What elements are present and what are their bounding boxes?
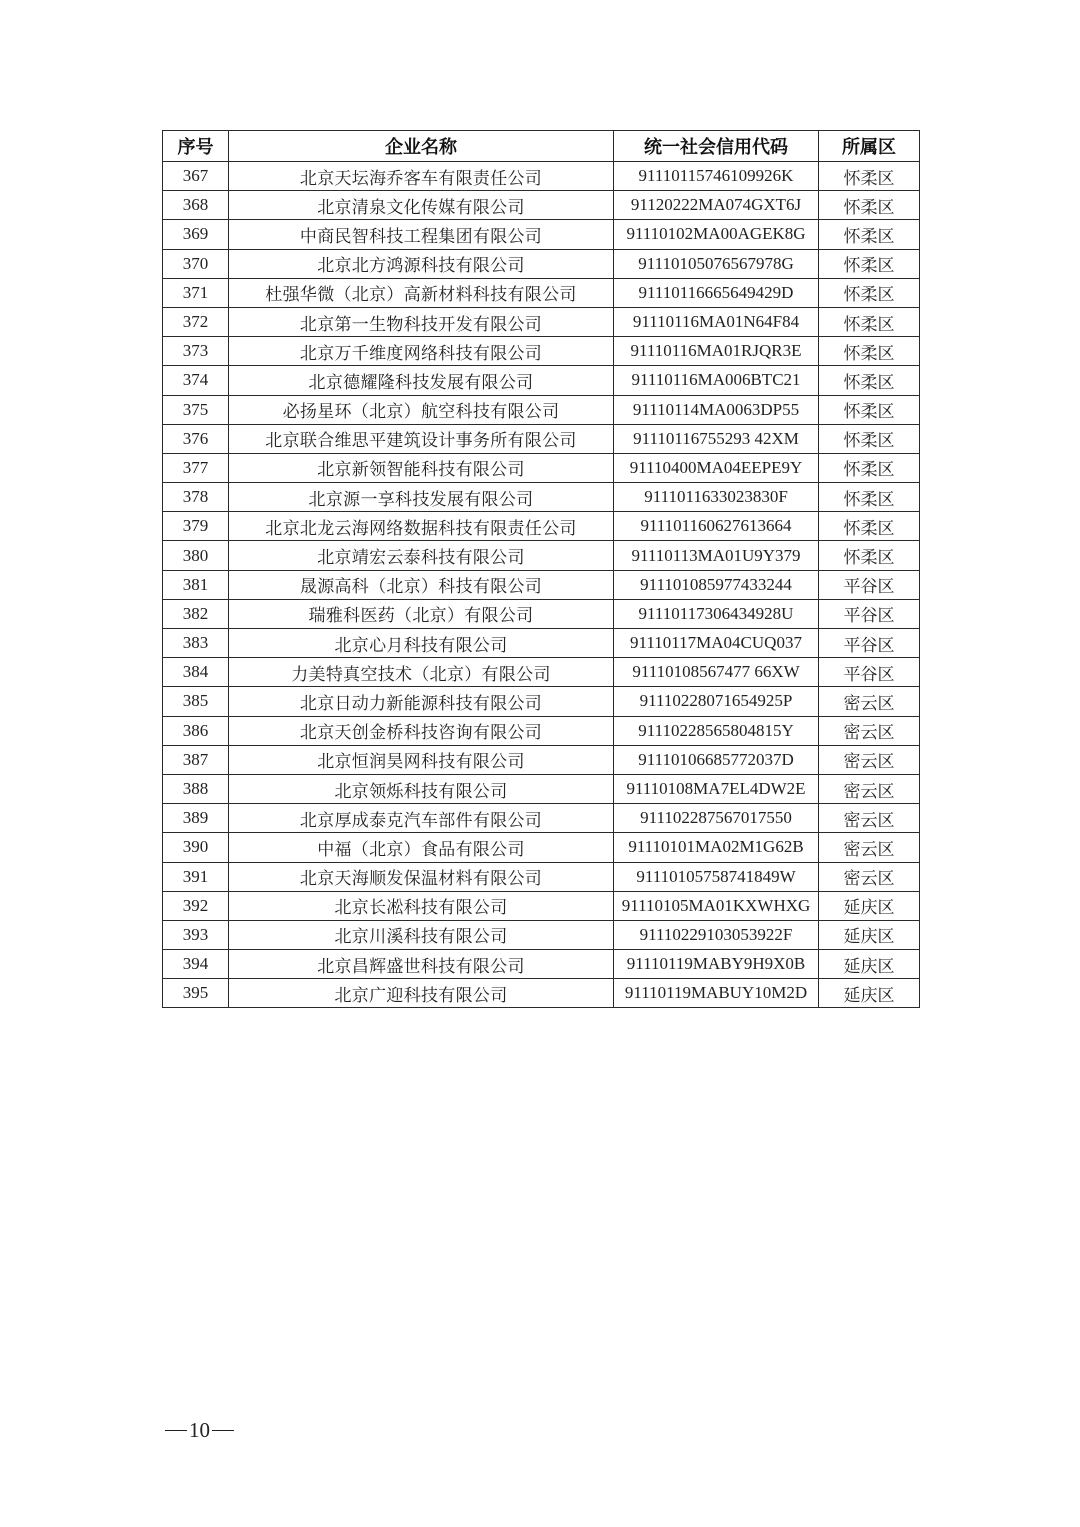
cell-credit-code: 91110114MA0063DP55 [614,395,819,424]
cell-credit-code: 91110113MA01U9Y379 [614,541,819,570]
table-row [163,833,920,862]
table-row [163,220,920,249]
table-row [163,658,920,687]
table-row [163,483,920,512]
cell-company-name: 北京领烁科技有限公司 [229,774,614,803]
header-credit-code: 统一社会信用代码 [614,131,819,162]
cell-district: 平谷区 [819,658,920,687]
cell-serial-number: 380 [163,541,229,570]
cell-credit-code: 91110108MA7EL4DW2E [614,774,819,803]
cell-credit-code: 9111011633023830F [614,483,819,512]
table-row [163,337,920,366]
cell-company-name: 必扬星环（北京）航空科技有限公司 [229,395,614,424]
cell-serial-number: 391 [163,862,229,891]
cell-company-name: 北京恒润昊网科技有限公司 [229,745,614,774]
cell-company-name: 北京日动力新能源科技有限公司 [229,687,614,716]
cell-company-name: 晟源高科（北京）科技有限公司 [229,570,614,599]
page-number-value: 10 [189,1418,210,1442]
cell-company-name: 北京心月科技有限公司 [229,629,614,658]
cell-serial-number: 382 [163,599,229,628]
cell-credit-code: 91110105758741849W [614,862,819,891]
cell-serial-number: 394 [163,950,229,979]
table-row [163,278,920,307]
table-row [163,570,920,599]
page-number-right-dash [212,1430,234,1431]
cell-company-name: 北京北龙云海网络数据科技有限责任公司 [229,512,614,541]
table-row [163,979,920,1008]
cell-credit-code: 91110105076567978G [614,249,819,278]
cell-serial-number: 381 [163,570,229,599]
table-row [163,716,920,745]
header-serial-number: 序号 [163,131,229,162]
cell-company-name: 北京德耀隆科技发展有限公司 [229,366,614,395]
cell-serial-number: 387 [163,745,229,774]
cell-district: 密云区 [819,774,920,803]
cell-credit-code: 91110101MA02M1G62B [614,833,819,862]
cell-credit-code: 91110115746109926K [614,162,819,191]
cell-serial-number: 374 [163,366,229,395]
cell-district: 平谷区 [819,599,920,628]
cell-company-name: 北京长凇科技有限公司 [229,891,614,920]
cell-company-name: 瑞雅科医药（北京）有限公司 [229,599,614,628]
table-row [163,950,920,979]
page-number [163,1418,236,1443]
table-row [163,424,920,453]
cell-credit-code: 91110228565804815Y [614,716,819,745]
cell-district: 怀柔区 [819,424,920,453]
cell-district: 延庆区 [819,979,920,1008]
cell-serial-number: 369 [163,220,229,249]
cell-credit-code: 911101085977433244 [614,570,819,599]
cell-district: 密云区 [819,687,920,716]
cell-company-name: 杜强华微（北京）高新材料科技有限公司 [229,278,614,307]
cell-district: 密云区 [819,862,920,891]
cell-company-name: 北京万千维度网络科技有限公司 [229,337,614,366]
cell-company-name: 北京广迎科技有限公司 [229,979,614,1008]
table-row [163,629,920,658]
cell-credit-code: 91110228071654925P [614,687,819,716]
table-row [163,512,920,541]
cell-serial-number: 393 [163,920,229,949]
cell-serial-number: 390 [163,833,229,862]
cell-company-name: 北京天坛海乔客车有限责任公司 [229,162,614,191]
cell-company-name: 北京第一生物科技开发有限公司 [229,307,614,336]
cell-company-name: 中福（北京）食品有限公司 [229,833,614,862]
table-row [163,541,920,570]
cell-district: 怀柔区 [819,249,920,278]
cell-serial-number: 371 [163,278,229,307]
table-row [163,249,920,278]
table-header-row [163,131,920,162]
header-company-name: 企业名称 [229,131,614,162]
cell-credit-code: 91110117MA04CUQ037 [614,629,819,658]
cell-company-name: 北京清泉文化传媒有限公司 [229,191,614,220]
cell-district: 怀柔区 [819,191,920,220]
table-row [163,191,920,220]
cell-serial-number: 373 [163,337,229,366]
cell-serial-number: 367 [163,162,229,191]
cell-credit-code: 91110105MA01KXWHXG [614,891,819,920]
cell-company-name: 力美特真空技术（北京）有限公司 [229,658,614,687]
cell-district: 怀柔区 [819,307,920,336]
cell-district: 平谷区 [819,570,920,599]
cell-district: 怀柔区 [819,395,920,424]
cell-district: 延庆区 [819,920,920,949]
cell-serial-number: 386 [163,716,229,745]
table-row [163,862,920,891]
cell-serial-number: 392 [163,891,229,920]
cell-company-name: 北京靖宏云泰科技有限公司 [229,541,614,570]
cell-district: 怀柔区 [819,366,920,395]
cell-serial-number: 375 [163,395,229,424]
cell-credit-code: 91110116MA01N64F84 [614,307,819,336]
cell-district: 密云区 [819,833,920,862]
cell-serial-number: 389 [163,804,229,833]
cell-serial-number: 379 [163,512,229,541]
header-district: 所属区 [819,131,920,162]
cell-serial-number: 370 [163,249,229,278]
cell-company-name: 北京昌辉盛世科技有限公司 [229,950,614,979]
cell-credit-code: 91110119MABUY10M2D [614,979,819,1008]
cell-district: 怀柔区 [819,337,920,366]
table-row [163,745,920,774]
cell-credit-code: 91110106685772037D [614,745,819,774]
table-row [163,366,920,395]
cell-credit-code: 91110116MA006BTC21 [614,366,819,395]
cell-credit-code: 91110102MA00AGEK8G [614,220,819,249]
table-body [163,162,920,1008]
cell-serial-number: 378 [163,483,229,512]
table-row [163,804,920,833]
cell-company-name: 北京源一享科技发展有限公司 [229,483,614,512]
company-list-table [162,130,920,1008]
cell-serial-number: 395 [163,979,229,1008]
cell-serial-number: 372 [163,307,229,336]
cell-district: 延庆区 [819,950,920,979]
cell-company-name: 北京川溪科技有限公司 [229,920,614,949]
cell-company-name: 北京天海顺发保温材料有限公司 [229,862,614,891]
cell-credit-code: 91110116MA01RJQR3E [614,337,819,366]
cell-district: 密云区 [819,745,920,774]
table-row [163,162,920,191]
cell-serial-number: 388 [163,774,229,803]
cell-credit-code: 91110400MA04EEPE9Y [614,453,819,482]
cell-serial-number: 368 [163,191,229,220]
cell-credit-code: 911102287567017550 [614,804,819,833]
cell-company-name: 北京北方鸿源科技有限公司 [229,249,614,278]
cell-credit-code: 91110229103053922F [614,920,819,949]
cell-company-name: 中商民智科技工程集团有限公司 [229,220,614,249]
cell-district: 延庆区 [819,891,920,920]
cell-serial-number: 383 [163,629,229,658]
table-row [163,395,920,424]
cell-credit-code: 91110116665649429D [614,278,819,307]
cell-company-name: 北京厚成泰克汽车部件有限公司 [229,804,614,833]
cell-company-name: 北京新领智能科技有限公司 [229,453,614,482]
cell-credit-code: 91110119MABY9H9X0B [614,950,819,979]
table-row [163,774,920,803]
table-row [163,307,920,336]
cell-district: 怀柔区 [819,162,920,191]
cell-serial-number: 385 [163,687,229,716]
table-row [163,599,920,628]
table-row [163,920,920,949]
table-row [163,453,920,482]
table-row [163,891,920,920]
cell-district: 平谷区 [819,629,920,658]
table-row [163,687,920,716]
cell-district: 怀柔区 [819,483,920,512]
cell-serial-number: 377 [163,453,229,482]
cell-company-name: 北京联合维思平建筑设计事务所有限公司 [229,424,614,453]
page-number-left-dash [165,1430,187,1431]
cell-district: 怀柔区 [819,453,920,482]
cell-district: 密云区 [819,716,920,745]
cell-district: 怀柔区 [819,541,920,570]
cell-district: 怀柔区 [819,512,920,541]
cell-credit-code: 91110117306434928U [614,599,819,628]
cell-district: 密云区 [819,804,920,833]
cell-company-name: 北京天创金桥科技咨询有限公司 [229,716,614,745]
cell-credit-code: 91110108567477 66XW [614,658,819,687]
cell-credit-code: 91110116755293 42XM [614,424,819,453]
cell-serial-number: 384 [163,658,229,687]
cell-serial-number: 376 [163,424,229,453]
cell-district: 怀柔区 [819,278,920,307]
cell-credit-code: 91120222MA074GXT6J [614,191,819,220]
cell-district: 怀柔区 [819,220,920,249]
cell-credit-code: 911101160627613664 [614,512,819,541]
